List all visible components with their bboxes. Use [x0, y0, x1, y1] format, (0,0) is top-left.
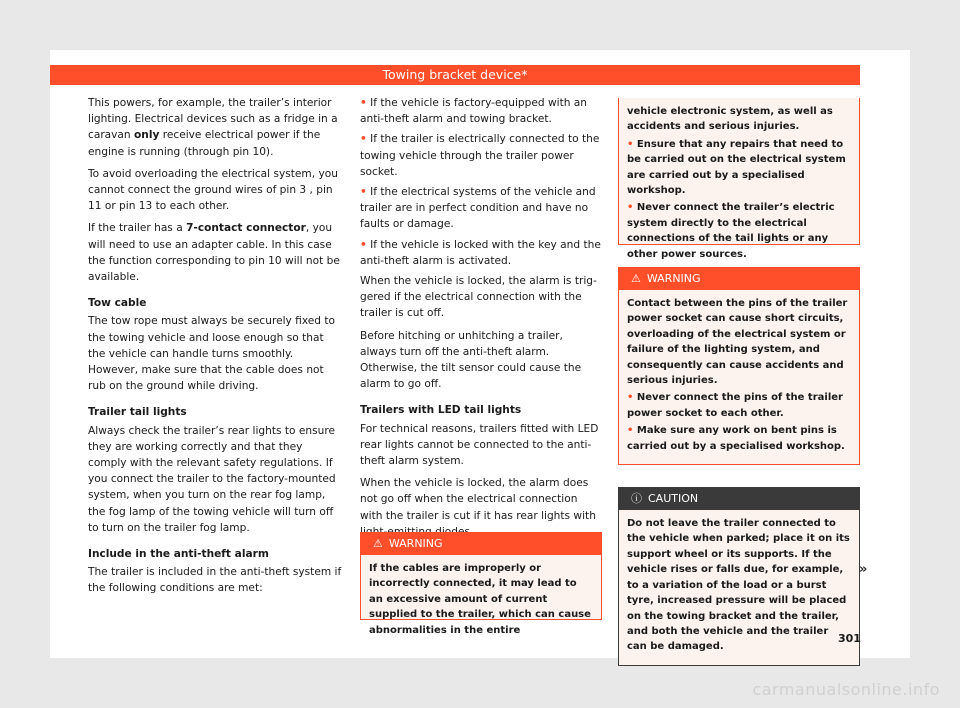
bullet-item: • Never connect the trailer’s electric system directly to the electrical connections of the tail lights or any other power sources.	[627, 202, 835, 260]
bullet-item: • If the vehicle is factory-equipped with an anti-theft alarm and towing bracket.	[360, 97, 588, 126]
section-header: Towing bracket device*	[50, 65, 860, 85]
warning-header: ⚠ WARNING	[619, 268, 859, 290]
caution-box	[618, 487, 860, 666]
bullet-icon: •	[627, 392, 634, 404]
bullet-item: • If the vehicle is locked with the key and the anti-theft alarm is activated.	[360, 238, 601, 267]
warning-triangle-icon: ⚠	[631, 272, 641, 285]
bullet-icon: •	[360, 133, 367, 146]
bullet-icon: •	[627, 425, 634, 437]
caution-header: ⓘ CAUTION	[619, 488, 859, 510]
bullet-item: • Make sure any work on bent pins is carried out by a specialised workshop.	[627, 425, 845, 452]
bullet-item: • Never connect the pins of the trailer power socket to each other.	[627, 392, 843, 419]
paragraph: The tow rope must always be securely fixed to the towing vehicle and loose enough so that the vehicle can handle turns smoothly. However, make sure that the cable does not rub on the ground while driving.	[88, 315, 336, 393]
subheading-anti-theft: Include in the anti-theft alarm	[88, 548, 269, 561]
paragraph: When the vehicle is locked, the alarm is triggered if the electrical connection with the trailer is cut off.	[360, 275, 597, 320]
continued-marker: »	[859, 562, 868, 577]
warning-header: ⚠ WARNING	[361, 533, 601, 555]
subheading-tow-cable: Tow cable	[88, 297, 147, 310]
subheading-trailer-tail-lights: Trailer tail lights	[88, 406, 187, 419]
paragraph: To avoid overloading the electrical system, you cannot connect the ground wires of pin 3 , pin 11 or pin 13 to each other.	[88, 167, 338, 213]
bullet-item: • Ensure that any repairs that need to be carried out on the electrical system are carried out by a specialised workshop.	[627, 138, 846, 197]
page-number: 301	[838, 632, 861, 645]
watermark: carmanualsonline.info	[752, 680, 940, 699]
paragraph: This powers, for example, the trailer’s interior lighting. Electrical devices such as a fridge in a caravan only receive electrical power if the engine is running (through pin 10).	[88, 97, 338, 158]
paragraph: If the trailer has a 7-contact connector, you will need to use an adapter cable. In this case the function corresponding to pin 10 will not be available.	[88, 222, 340, 284]
column-right	[618, 98, 860, 666]
bullet-icon: •	[627, 202, 634, 214]
paragraph: When the vehicle is locked, the alarm does not go off when the electrical connection with the trailer is cut if it has rear lights with	[360, 477, 596, 522]
bullet-icon: •	[627, 138, 634, 150]
paragraph: Always check the trailer’s rear lights to ensure they are working correctly and that they comply with the relevant safety regulations. If you connect the trailer to the factory-mounted system, when you turn on the rear fog lamp, the fog lamp of the towing vehicle will turn off to turn on the trailer fog lamp.	[88, 424, 336, 534]
paragraph: For technical reasons, trailers fitted with LED rear lights cannot be connected to the anti-theft alarm system.	[360, 422, 599, 468]
bullet-item: • If the electrical systems of the vehicle and trailer are in perfect condition and have no faults or damage.	[360, 186, 596, 231]
paragraph: Before hitching or unhitching a trailer, always turn off the anti-theft alarm. Otherwise, the tilt sensor could cause the alarm to go off.	[360, 329, 582, 391]
warning-body: Contact between the pins of the trailer power socket can cause short circuits, overloading of the electrical system or failure of the lighting system, and consequently can cause accidents and serious injuries. • Never connect the pins of the trailer power socket to each other. • Make sure any work on bent pins is carried out by a specialised workshop.	[619, 290, 859, 464]
bullet-icon: •	[360, 238, 367, 251]
warning-box-cables	[360, 532, 602, 636]
column-left	[88, 95, 344, 603]
bullet-icon: •	[360, 186, 367, 199]
subheading-led-tail-lights: Trailers with LED tail lights	[360, 404, 522, 417]
paragraph: The trailer is included in the anti-theft system if the following conditions are met:	[88, 566, 342, 595]
column-middle	[360, 95, 602, 546]
caution-circle-icon: ⓘ	[631, 492, 642, 506]
bullet-item: • If the trailer is electrically connected to the towing vehicle through the trailer power socket.	[360, 133, 600, 178]
warning-triangle-icon: ⚠	[373, 537, 383, 550]
bullet-icon: •	[360, 97, 367, 109]
warning-box-continued: vehicle electronic system, as well as accidents and serious injuries. • Ensure that any repairs that need to be carried out on the electrical system are carried out by a specialised workshop. • Never connect the trailer’s electric system directly to the electrical connections of the tail lights or any other power sources.	[618, 98, 860, 245]
warning-box-pins	[618, 267, 860, 465]
caution-body: Do not leave the trailer connected to the vehicle when parked; place it on its support wheel or its supports. If the vehicle rises or falls due, for example, to a variation of the load or a burst tyre, increased pressure will be placed on the towing bracket and the trailer, and both the vehicle and the trailer can be damaged.	[627, 518, 850, 653]
warning-body: If the cables are improperly or incorrectly connected, it may lead to an excessive amount of current supplied to the trailer, which can cause abnormalities in the entire	[369, 563, 591, 636]
